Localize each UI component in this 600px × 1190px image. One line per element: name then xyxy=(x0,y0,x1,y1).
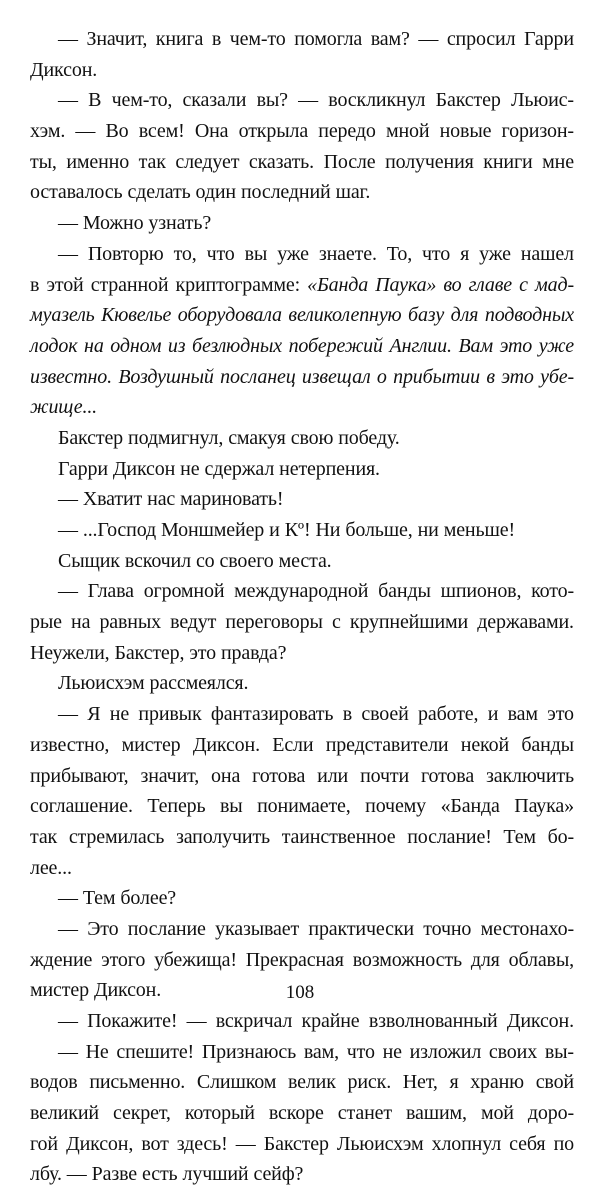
text-line: — Тем более? xyxy=(58,887,177,910)
text-line: — Я не привык фантазировать в своей работе, и вам это xyxy=(58,703,574,726)
text-line: — В чем-то, сказали вы? — воскликнул Бакстер Льюис- xyxy=(58,89,574,112)
text-line: соглашение. Теперь вы понимаете, почему «Банда Паука» xyxy=(30,795,574,818)
text-line: — Покажите! — вскричал крайне взволнованный Диксон. xyxy=(58,1010,574,1032)
text-line: лбу. — Разве есть лучший сейф? xyxy=(30,1163,304,1186)
text-line: — Хватит нас мариновать! xyxy=(58,488,284,511)
text-line: Диксон. xyxy=(30,58,98,81)
text-line: — Глава огромной международной банды шпионов, кото- xyxy=(58,580,574,603)
text-line: рые на равных ведут переговоры с крупнейшими державами. xyxy=(30,611,574,634)
text-line: великий секрет, который вскоре станет вашим, мой доро- xyxy=(30,1102,574,1125)
text-line: Бакстер подмигнул, смакуя свою победу. xyxy=(58,426,400,449)
text-line: Льюисхэм рассмеялся. xyxy=(58,672,249,695)
text-line: Сыщик вскочил со своего места. xyxy=(58,549,332,572)
text-line: — Значит, книга в чем-то помогла вам? — спросил Гарри xyxy=(58,28,574,50)
text-line: — ...Господ Моншмейер и Кº! Ни больше, ни меньше! xyxy=(58,519,515,541)
text-line: водов письменно. Слишком велик риск. Нет, я храню свой xyxy=(30,1071,574,1094)
text-line: мистер Диксон. xyxy=(30,979,162,1002)
text-line: хэм. — Во всем! Она открыла передо мной новые горизон- xyxy=(30,120,574,143)
text-line: — Это послание указывает практически точно местонахо- xyxy=(58,917,574,940)
text-line: Гарри Диксон не сдержал нетерпения. xyxy=(58,457,380,480)
text-line: гой Диксон, вот здесь! — Бакстер Льюисхэм хлопнул себя по xyxy=(30,1132,574,1155)
text-line: в этой странной криптограмме: «Банда Паука» во главе с мад- xyxy=(30,273,574,296)
text-line: муазель Кювелье оборудовала великолепную базу для подводных xyxy=(30,304,574,327)
text-line: — Повторю то, что вы уже знаете. То, что я уже нашел xyxy=(58,242,574,265)
page-number: 108 xyxy=(285,982,315,1003)
text-line: жище... xyxy=(30,396,98,419)
text-line: известно. Воздушный посланец извещал о прибытии в это убе- xyxy=(30,365,574,388)
text-line: — Можно узнать? xyxy=(58,212,212,235)
text-line: — Не спешите! Признаюсь вам, что не изложил своих вы- xyxy=(58,1040,574,1063)
book-page xyxy=(30,24,574,1186)
text-line: ждение этого убежища! Прекрасная возможность для облавы, xyxy=(30,948,574,971)
text-line: ты, именно так следует сказать. После получения книги мне xyxy=(30,150,574,173)
text-line: оставалось сделать один последний шаг. xyxy=(30,181,371,204)
text-line: лодок на одном из безлюдных побережий Англии. Вам это уже xyxy=(30,334,574,357)
text-line: прибывают, значит, она готова или почти готова заключить xyxy=(30,764,574,787)
text-line: Неужели, Бакстер, это правда? xyxy=(30,641,287,664)
text-line: известно, мистер Диксон. Если представители некой банды xyxy=(30,733,574,756)
text-line: лее... xyxy=(30,856,72,879)
text-line: так стремилась заполучить таинственное послание! Тем бо- xyxy=(30,825,574,848)
